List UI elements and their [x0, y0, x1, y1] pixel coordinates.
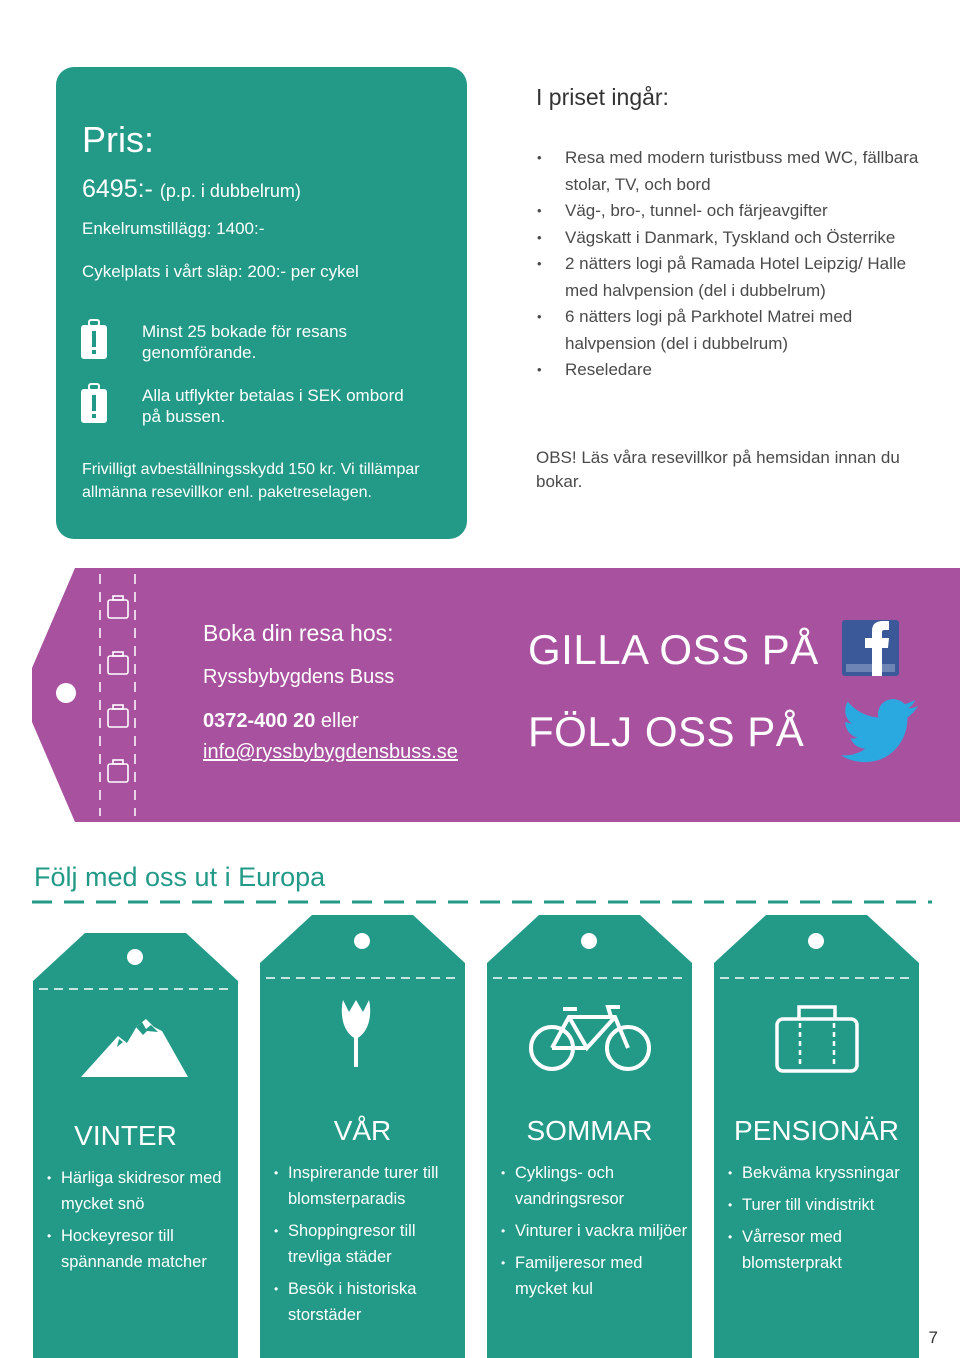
price-title: Pris: — [82, 119, 154, 160]
note-row — [80, 383, 440, 433]
phone-number[interactable]: 0372-400 20 — [203, 710, 316, 732]
season-list — [728, 1160, 918, 1282]
phone-suffix: eller — [315, 710, 359, 732]
includes-list — [537, 145, 937, 384]
list-item: • Inspirerande turer till blomsterparadis — [274, 1160, 464, 1212]
single-supplement: Enkelrumstillägg: 1400:- — [82, 219, 265, 238]
price-amount — [82, 175, 301, 204]
list-item: • Cyklings- och vandringsresor — [501, 1160, 691, 1212]
list-item: • Vinturer i vackra miljöer — [501, 1218, 691, 1244]
note-text: Alla utflykter betalas i SEK ombord på bussen. — [142, 386, 404, 426]
list-item: • Vägskatt i Danmark, Tyskland och Österrike — [537, 225, 937, 252]
like-us-text: GILLA OSS PÅ — [528, 626, 819, 673]
season-list — [274, 1160, 464, 1334]
list-item: • Vårresor med blomsterprakt — [728, 1224, 918, 1276]
list-item: • Härliga skidresor med mycket snö — [47, 1165, 237, 1217]
phone-line — [203, 710, 359, 733]
price-amount-note: (p.p. i dubbelrum) — [159, 181, 301, 201]
obs-note: OBS! Läs våra resevillkor på hemsidan innan du bokar. — [536, 448, 900, 491]
facebook-icon — [842, 620, 899, 676]
bike-price: Cykelplats i vårt släp: 200:- per cykel — [82, 262, 359, 281]
season-title: PENSIONÄR — [734, 1115, 899, 1146]
season-title: VINTER — [74, 1120, 177, 1151]
exclamation-suitcase-icon — [80, 383, 108, 425]
follow-us-text: FÖLJ OSS PÅ — [528, 708, 805, 755]
list-item: • Bekväma kryssningar — [728, 1160, 918, 1186]
price-box — [56, 67, 467, 539]
season-list — [501, 1160, 691, 1308]
list-item: • Hockeyresor till spännande matcher — [47, 1223, 237, 1275]
note-row — [80, 319, 440, 369]
list-item: • Besök i historiska storstäder — [274, 1276, 464, 1328]
list-item: • 2 nätters logi på Ramada Hotel Leipzig/ Halle med halvpension (del i dubbelrum) — [537, 251, 937, 304]
list-item: • 6 nätters logi på Parkhotel Matrei med halvpension (del i dubbelrum) — [537, 304, 937, 357]
page-number: 7 — [928, 1328, 938, 1347]
season-list — [47, 1165, 237, 1281]
note-text: Minst 25 bokade för resans genomförande. — [142, 322, 348, 362]
season-tag-pensionar — [714, 915, 919, 1358]
season-tag-var — [260, 915, 465, 1358]
booking-banner — [0, 568, 960, 822]
list-item: • Reseledare — [537, 357, 937, 384]
season-tag-vinter — [33, 915, 238, 1358]
list-item: • Väg-, bro-, tunnel- och färjeavgifter — [537, 198, 937, 225]
dashed-divider — [32, 900, 932, 904]
list-item: • Turer till vindistrikt — [728, 1192, 918, 1218]
season-title: VÅR — [333, 1115, 392, 1146]
includes-title: I priset ingår: — [536, 84, 669, 110]
fine-print: Frivilligt avbeställningsskydd 150 kr. Vi tillämpar allmänna resevillkor enl. paketreselagen. — [82, 461, 420, 501]
email-link[interactable]: info@ryssbybygdensbuss.se — [203, 741, 458, 763]
season-tag-sommar — [487, 915, 692, 1358]
company-name: Ryssbybygdens Buss — [203, 666, 395, 688]
section-title: Följ med oss ut i Europa — [34, 862, 326, 892]
list-item: • Resa med modern turistbuss med WC, fällbara stolar, TV, och bord — [537, 145, 937, 198]
booking-title: Boka din resa hos: — [203, 620, 394, 646]
price-amount-value: 6495:- — [82, 175, 153, 203]
list-item: • Familjeresor med mycket kul — [501, 1250, 691, 1302]
season-title: SOMMAR — [526, 1115, 653, 1146]
exclamation-suitcase-icon — [80, 319, 108, 361]
list-item: • Shoppingresor till trevliga städer — [274, 1218, 464, 1270]
